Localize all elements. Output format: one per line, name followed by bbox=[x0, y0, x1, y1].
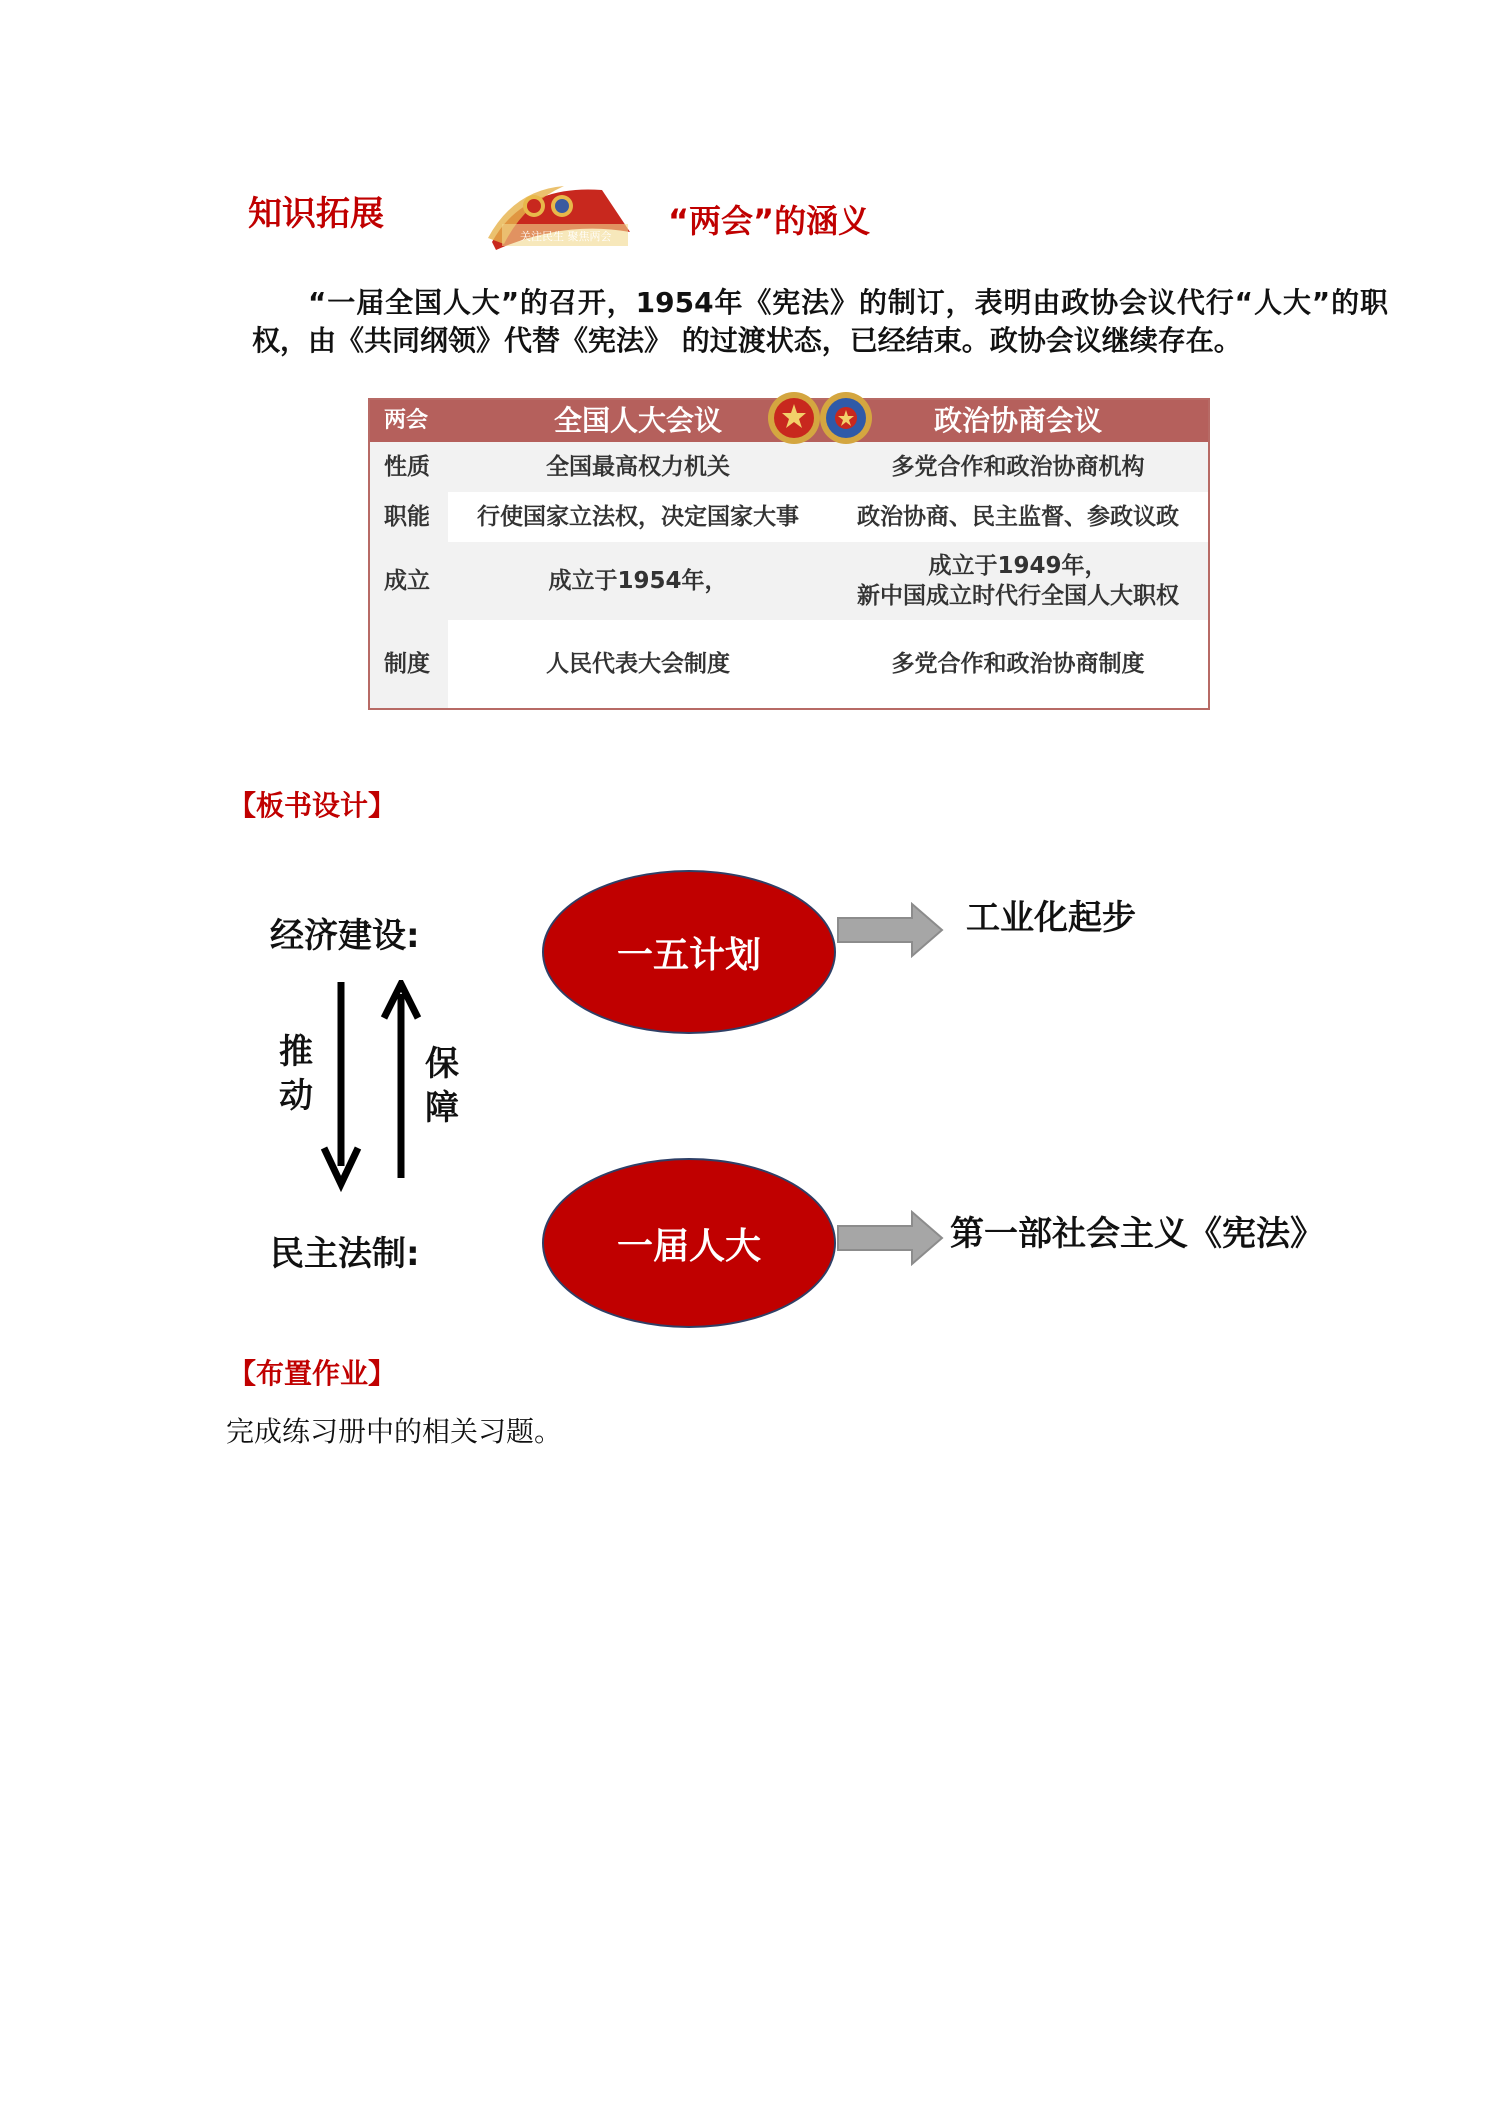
push-label: 推动 bbox=[279, 1032, 313, 1116]
board-design-heading: 【板书设计】 bbox=[228, 789, 397, 822]
npc-cell: 行使国家立法权，决定国家大事 bbox=[448, 492, 828, 542]
cppcc-cell-line2: 新中国成立时代行全国人大职权 bbox=[857, 583, 1179, 609]
banner-text: 关注民生 聚焦两会 bbox=[520, 230, 612, 243]
push-down-arrow bbox=[318, 980, 364, 1192]
knowledge-heading: 知识拓展 bbox=[248, 194, 384, 234]
guarantee-up-arrow bbox=[378, 980, 424, 1180]
table-row bbox=[370, 542, 1208, 620]
header-npc: 全国人大会议 bbox=[553, 404, 722, 437]
guarantee-label: 保障 bbox=[425, 1044, 459, 1128]
first-npc-ellipse: 一届人大 bbox=[542, 1158, 836, 1328]
homework-heading: 【布置作业】 bbox=[228, 1357, 397, 1390]
cppcc-cell: 多党合作和政治协商机构 bbox=[828, 442, 1208, 492]
row-label: 制度 bbox=[370, 620, 448, 708]
row-label: 职能 bbox=[370, 492, 448, 542]
two-sessions-banner-image bbox=[484, 180, 634, 254]
homework-text: 完成练习册中的相关习题。 bbox=[226, 1415, 563, 1448]
economy-arrow bbox=[836, 902, 946, 958]
table-row bbox=[370, 492, 1208, 542]
cppcc-cell bbox=[828, 542, 1208, 620]
table-row bbox=[370, 620, 1208, 708]
industrialization-text: 工业化起步 bbox=[966, 898, 1136, 938]
npc-cell: 全国最高权力机关 bbox=[448, 442, 828, 492]
table-row bbox=[370, 442, 1208, 492]
explanation-paragraph: “一届全国人大”的召开，1954年《宪法》的制订，表明由政协会议代行“人大”的职权，由《共同纲领》代替《宪法》 的过渡状态，已经结束。政协会议继续存在。 bbox=[252, 286, 1388, 357]
law-arrow bbox=[836, 1210, 946, 1266]
npc-cell: 人民代表大会制度 bbox=[448, 620, 828, 708]
cppcc-cell: 多党合作和政治协商制度 bbox=[828, 620, 1208, 708]
two-sessions-title: “两会”的涵义 bbox=[668, 202, 871, 240]
legal-system-label: 民主法制: bbox=[270, 1234, 420, 1274]
header-two-sessions: 两会 bbox=[384, 408, 429, 433]
header-cppcc: 政治协商会议 bbox=[933, 404, 1102, 437]
economy-label: 经济建设: bbox=[270, 916, 420, 956]
constitution-text: 第一部社会主义《宪法》 bbox=[950, 1214, 1324, 1254]
row-label: 性质 bbox=[370, 442, 448, 492]
cppcc-cell-line1: 成立于1949年， bbox=[928, 553, 1108, 579]
five-year-plan-ellipse: 一五计划 bbox=[542, 870, 836, 1034]
cppcc-cell: 政治协商、民主监督、参政议政 bbox=[828, 492, 1208, 542]
row-label: 成立 bbox=[370, 542, 448, 620]
national-emblems-image bbox=[766, 388, 876, 446]
npc-cell: 成立于1954年， bbox=[448, 542, 828, 620]
